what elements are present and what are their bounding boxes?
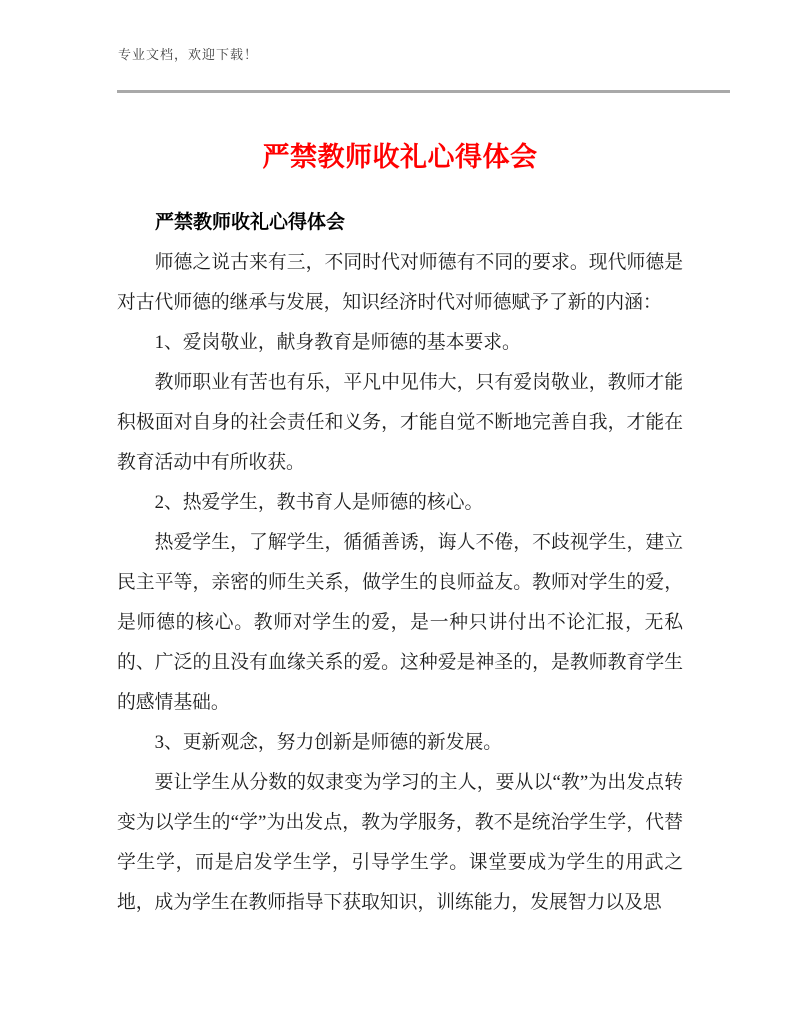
header-divider (117, 90, 730, 93)
document-subtitle: 严禁教师收礼心得体会 (155, 212, 346, 233)
document-title: 严禁教师收礼心得体会 (262, 142, 538, 172)
document-body (117, 243, 683, 923)
paragraph-intro: 师德之说古来有三，不同时代对师德有不同的要求。现代师德是对古代师德的继承与发展，知识经济时代对师德赋予了新的内涵： (117, 252, 683, 313)
paragraph-point-2-detail: 热爱学生，了解学生，循循善诱，诲人不倦，不歧视学生，建立民主平等，亲密的师生关系，做学生的良师益友。教师对学生的爱，是师德的核心。教师对学生的爱，是一种只讲付出不论汇报，无私的、广泛的且没有血缘关系的爱。这种爱是神圣的，是教师教育学生的感情基础。 (117, 532, 683, 713)
paragraph-point-3: 3、更新观念，努力创新是师德的新发展。 (154, 732, 503, 753)
paragraph-point-1: 1、爱岗敬业，献身教育是师德的基本要求。 (154, 332, 521, 353)
paragraph-point-2: 2、热爱学生，教书育人是师德的核心。 (154, 492, 484, 513)
paragraph-point-3-detail: 要让学生从分数的奴隶变为学习的主人，要从以“教”为出发点转变为以学生的“学”为出发点，教为学服务，教不是统治学生学，代替学生学，而是启发学生学，引导学生学。课堂要成为学生的用武之地，成为学生在教师指导下获取知识，训练能力，发展智力以及思 (117, 772, 683, 913)
header-note: 专业文档，欢迎下载！ (118, 47, 259, 62)
paragraph-point-1-detail: 教师职业有苦也有乐，平凡中见伟大，只有爱岗敬业，教师才能积极面对自身的社会责任和义务，才能自觉不断地完善自我，才能在教育活动中有所收获。 (117, 372, 683, 473)
